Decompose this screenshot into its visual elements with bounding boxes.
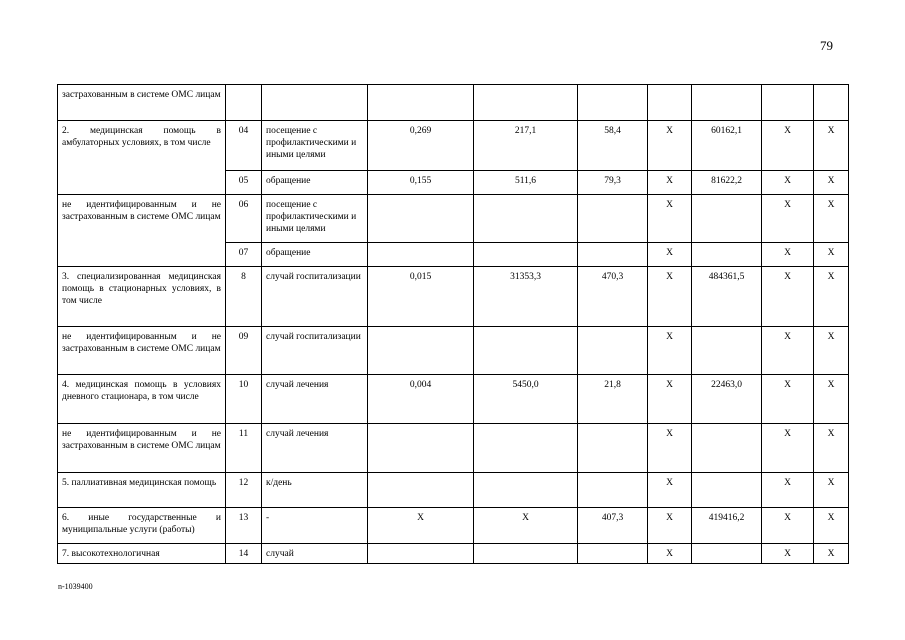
cell-row-code: 04 (226, 121, 262, 171)
cell-value-6: X (762, 327, 814, 375)
cell-row-code: 10 (226, 375, 262, 424)
cell-value-5 (692, 327, 762, 375)
cell-value-4: X (648, 267, 692, 327)
cell-value-6: X (762, 544, 814, 564)
cell-value-3: 79,3 (578, 171, 648, 195)
cell-value-3: 21,8 (578, 375, 648, 424)
cell-value-6: X (762, 267, 814, 327)
cell-unit: - (262, 508, 368, 544)
cell-value-4: X (648, 195, 692, 243)
cell-value-5 (692, 424, 762, 473)
cell-value-1: 0,004 (368, 375, 474, 424)
cell-value-5 (692, 473, 762, 508)
cell-value-5: 419416,2 (692, 508, 762, 544)
cell-value-5: 484361,5 (692, 267, 762, 327)
cell-value-2 (474, 424, 578, 473)
cell-description: 3. специализированная медицинская помощь в стационарных условиях, в том числе (58, 267, 226, 327)
cell-value-6: X (762, 243, 814, 267)
cell-value-6: X (762, 473, 814, 508)
cell-value-4: X (648, 544, 692, 564)
cell-value-5 (692, 195, 762, 243)
cell-value-4 (648, 85, 692, 121)
cell-value-1 (368, 243, 474, 267)
cell-value-2 (474, 473, 578, 508)
cell-value-7: X (814, 508, 849, 544)
cell-value-6: X (762, 508, 814, 544)
cell-value-3: 470,3 (578, 267, 648, 327)
cell-value-3 (578, 243, 648, 267)
cell-value-5 (692, 85, 762, 121)
table-row (58, 424, 849, 473)
cell-value-3 (578, 544, 648, 564)
cell-value-2: 217,1 (474, 121, 578, 171)
cell-description: 2. медицинская помощь в амбулаторных условиях, в том числе (58, 121, 226, 195)
cell-unit: случай госпитализации (262, 267, 368, 327)
cell-value-5 (692, 544, 762, 564)
cell-value-1: 0,155 (368, 171, 474, 195)
cell-value-6: X (762, 121, 814, 171)
page-number: 79 (820, 38, 833, 53)
cell-unit: случай лечения (262, 424, 368, 473)
cell-description: не идентифицированным и не застрахованным в системе ОМС лицам (58, 424, 226, 473)
cell-value-6: X (762, 424, 814, 473)
cell-value-1 (368, 85, 474, 121)
cell-value-2: 511,6 (474, 171, 578, 195)
data-table (57, 84, 849, 564)
table-row (58, 508, 849, 544)
cell-description: 7. высокотехнологичная (58, 544, 226, 564)
cell-value-3: 58,4 (578, 121, 648, 171)
cell-value-5: 60162,1 (692, 121, 762, 171)
cell-value-7 (814, 85, 849, 121)
cell-value-7: X (814, 424, 849, 473)
cell-value-4: X (648, 121, 692, 171)
cell-value-1 (368, 424, 474, 473)
table-row (58, 327, 849, 375)
cell-description: 5. паллиативная медицинская помощь (58, 473, 226, 508)
cell-value-7: X (814, 544, 849, 564)
cell-unit: случай (262, 544, 368, 564)
cell-description: застрахованным в системе ОМС лицам (58, 85, 226, 121)
cell-value-3 (578, 424, 648, 473)
cell-row-code: 14 (226, 544, 262, 564)
cell-value-6: X (762, 171, 814, 195)
cell-row-code: 06 (226, 195, 262, 243)
cell-value-7: X (814, 267, 849, 327)
cell-value-4: X (648, 171, 692, 195)
cell-value-5 (692, 243, 762, 267)
table-row (58, 544, 849, 564)
cell-value-1 (368, 544, 474, 564)
cell-unit: случай госпитализации (262, 327, 368, 375)
cell-value-2: X (474, 508, 578, 544)
cell-unit: посещение с профилактическими и иными целями (262, 121, 368, 171)
cell-unit (262, 85, 368, 121)
table-row (58, 267, 849, 327)
cell-value-2: 5450,0 (474, 375, 578, 424)
cell-row-code: 12 (226, 473, 262, 508)
cell-row-code: 05 (226, 171, 262, 195)
cell-value-1 (368, 195, 474, 243)
cell-description: не идентифицированным и не застрахованным в системе ОМС лицам (58, 195, 226, 267)
cell-value-2 (474, 544, 578, 564)
cell-description: не идентифицированным и не застрахованным в системе ОМС лицам (58, 327, 226, 375)
cell-description: 6. иные государственные и муниципальные услуги (работы) (58, 508, 226, 544)
cell-description: 4. медицинская помощь в условиях дневного стационара, в том числе (58, 375, 226, 424)
cell-unit: посещение с профилактическими и иными целями (262, 195, 368, 243)
cell-value-4: X (648, 243, 692, 267)
cell-row-code: 13 (226, 508, 262, 544)
cell-unit: к/день (262, 473, 368, 508)
cell-value-7: X (814, 121, 849, 171)
cell-value-1: 0,269 (368, 121, 474, 171)
cell-value-2: 31353,3 (474, 267, 578, 327)
table-row (58, 375, 849, 424)
cell-value-6: X (762, 195, 814, 243)
cell-value-4: X (648, 375, 692, 424)
cell-row-code: 11 (226, 424, 262, 473)
cell-value-1 (368, 327, 474, 375)
table-row (58, 473, 849, 508)
table-row (58, 195, 849, 243)
table-row (58, 121, 849, 171)
cell-value-1: X (368, 508, 474, 544)
cell-unit: обращение (262, 171, 368, 195)
cell-value-7: X (814, 195, 849, 243)
cell-value-5: 81622,2 (692, 171, 762, 195)
cell-value-3 (578, 473, 648, 508)
cell-unit: обращение (262, 243, 368, 267)
cell-value-6 (762, 85, 814, 121)
cell-value-3 (578, 195, 648, 243)
cell-value-2 (474, 243, 578, 267)
cell-value-2 (474, 195, 578, 243)
cell-value-6: X (762, 375, 814, 424)
cell-row-code: 09 (226, 327, 262, 375)
cell-value-3 (578, 327, 648, 375)
document-code: n-1039400 (58, 582, 93, 591)
cell-value-7: X (814, 375, 849, 424)
cell-row-code (226, 85, 262, 121)
cell-value-4: X (648, 508, 692, 544)
cell-value-7: X (814, 171, 849, 195)
cell-value-7: X (814, 327, 849, 375)
cell-value-2 (474, 327, 578, 375)
cell-value-7: X (814, 243, 849, 267)
table-body (58, 85, 849, 564)
cell-value-7: X (814, 473, 849, 508)
cell-row-code: 8 (226, 267, 262, 327)
table-row (58, 85, 849, 121)
cell-value-2 (474, 85, 578, 121)
cell-value-3: 407,3 (578, 508, 648, 544)
cell-value-4: X (648, 327, 692, 375)
cell-value-3 (578, 85, 648, 121)
cell-value-4: X (648, 473, 692, 508)
cell-value-5: 22463,0 (692, 375, 762, 424)
cell-value-1 (368, 473, 474, 508)
cell-row-code: 07 (226, 243, 262, 267)
cell-unit: случай лечения (262, 375, 368, 424)
cell-value-1: 0,015 (368, 267, 474, 327)
cell-value-4: X (648, 424, 692, 473)
